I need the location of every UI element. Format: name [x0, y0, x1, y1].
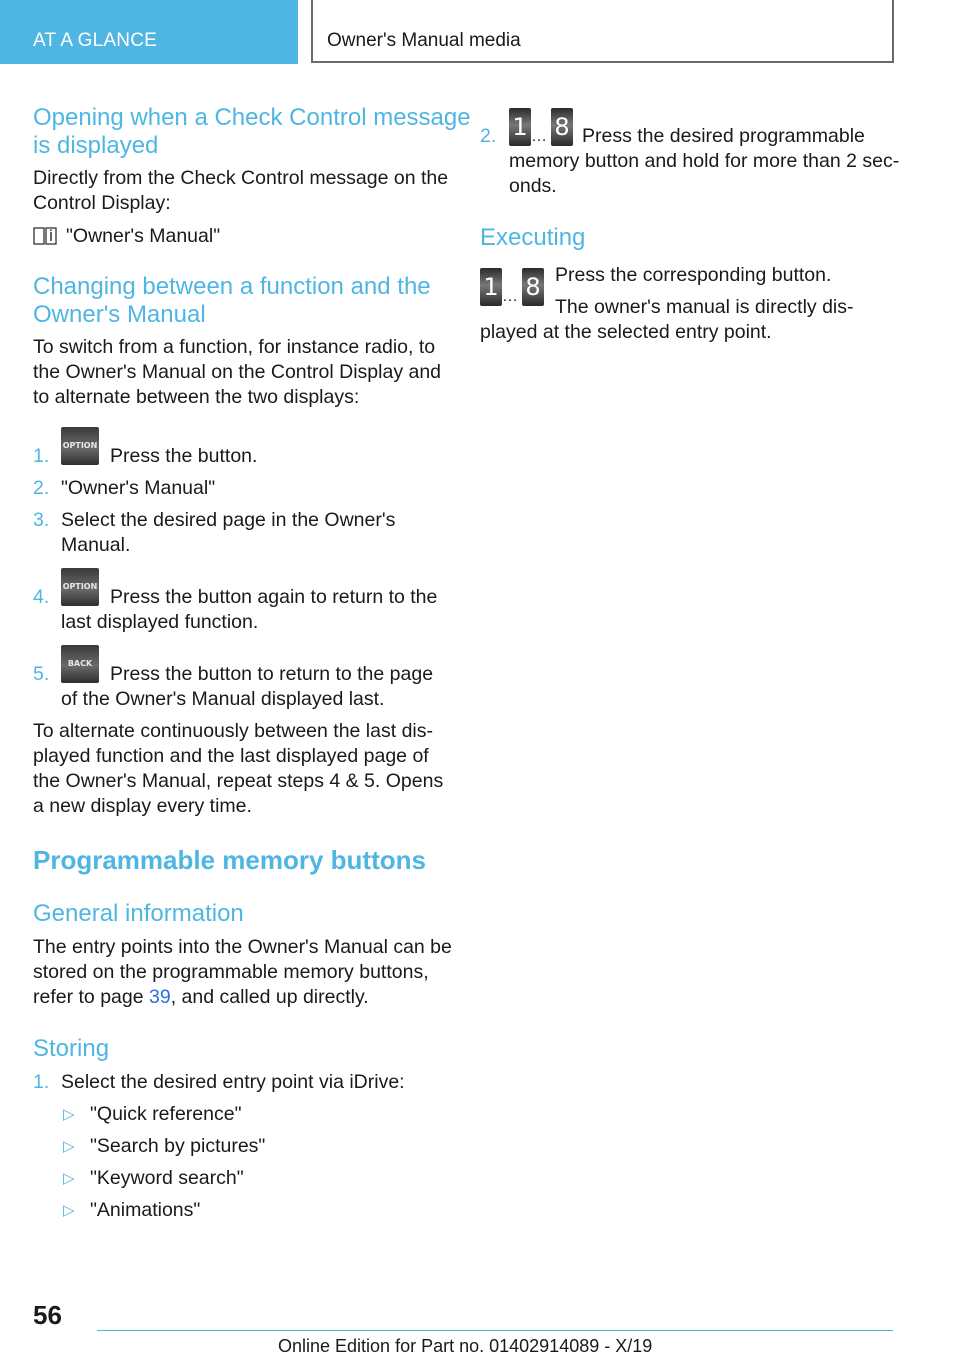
step-text: Press the button to return to the page — [110, 663, 434, 685]
step-text: last displayed function. — [61, 611, 259, 633]
text-line: To switch from a function, for instance radio, to — [33, 336, 436, 358]
bullet-triangle-icon: ▷ — [63, 1170, 75, 1187]
back-button-icon: BACK — [61, 645, 99, 683]
memory-button-1-icon: 1 — [480, 268, 502, 306]
step-text: Press the desired programmable — [582, 125, 865, 147]
step-number: 2. — [480, 125, 497, 147]
text-line: the Owner's Manual, repeat steps 4 & 5. Opens — [33, 770, 444, 792]
chapter-tab — [311, 0, 894, 63]
title-line: is displayed — [33, 132, 159, 159]
step-text: Press the button again to return to the — [110, 586, 438, 608]
text-line: , and called up directly. — [170, 986, 369, 1008]
title-line: Opening when a Check Control message — [33, 104, 471, 131]
option-button-icon: OPTION — [61, 427, 99, 465]
paragraph — [33, 935, 452, 1010]
step-text — [61, 508, 395, 558]
text-line: refer to page — [33, 986, 149, 1008]
paragraph — [33, 719, 443, 819]
list-item: "Quick reference" — [90, 1103, 242, 1125]
list-item: "Animations" — [90, 1199, 201, 1221]
paragraph — [33, 335, 441, 410]
text-line: To alternate continuously between the last dis‐ — [33, 720, 433, 742]
section-label: AT A GLANCE — [33, 30, 157, 51]
list-item: "Search by pictures" — [90, 1135, 266, 1157]
section-tab — [0, 0, 298, 64]
ellipsis: … — [531, 128, 547, 145]
menu-item-owners-manual: "Owner's Manual" — [66, 225, 221, 247]
step-number: 1. — [33, 1071, 50, 1093]
subsection-title-general: General information — [33, 900, 244, 927]
step-text: played at the selected entry point. — [480, 321, 772, 343]
text-line: onds. — [509, 175, 557, 197]
section-title-changing — [33, 273, 431, 329]
paragraph — [33, 166, 448, 216]
memory-button-8-icon: 8 — [551, 108, 573, 146]
text-line: Directly from the Check Control message on the — [33, 167, 449, 189]
title-line: Owner's Manual — [33, 301, 206, 328]
step-text: The owner's manual is directly dis‐ — [555, 296, 854, 318]
text-line: to alternate between the two displays: — [33, 386, 360, 408]
option-button-icon: OPTION — [61, 568, 99, 606]
text-line: stored on the programmable memory buttons, — [33, 961, 429, 983]
text-line: The entry points into the Owner's Manual can be — [33, 936, 452, 958]
text-line: Manual. — [61, 534, 131, 556]
text-line: a new display every time. — [33, 795, 252, 817]
step-number: 1. — [33, 445, 50, 467]
list-item: "Keyword search" — [90, 1167, 244, 1189]
text-line: the Owner's Manual on the Control Display and — [33, 361, 442, 383]
text-line: Select the desired page in the Owner's — [61, 509, 396, 531]
footer-divider — [97, 1330, 893, 1331]
memory-button-1-icon: 1 — [509, 108, 531, 146]
step-number: 4. — [33, 586, 50, 608]
page-number: 56 — [33, 1300, 62, 1330]
title-line: Changing between a function and the — [33, 273, 431, 300]
step-text: Press the button. — [110, 445, 258, 467]
step-text: "Owner's Manual" — [61, 477, 216, 499]
text-line: memory button and hold for more than 2 sec‐ — [509, 150, 900, 172]
step-text: Press the corresponding button. — [555, 264, 832, 286]
step-number: 2. — [33, 477, 50, 499]
step-text — [509, 149, 899, 199]
section-title-programmable: Programmable memory buttons — [33, 845, 426, 875]
step-text: Select the desired entry point via iDrive: — [61, 1071, 405, 1093]
memory-button-8-icon: 8 — [522, 268, 544, 306]
section-title-check-control — [33, 104, 471, 160]
bullet-triangle-icon: ▷ — [63, 1202, 75, 1219]
page-link[interactable]: 39 — [149, 986, 171, 1008]
footer-edition: Online Edition for Part no. 01402914089 - X/19 — [278, 1336, 653, 1356]
text-line: played function and the last displayed page of — [33, 745, 429, 767]
subsection-title-executing: Executing — [480, 224, 586, 251]
step-number: 5. — [33, 663, 50, 685]
text-line: Control Display: — [33, 192, 171, 214]
step-number: 3. — [33, 509, 50, 531]
ellipsis: … — [502, 288, 518, 305]
step-text: of the Owner's Manual displayed last. — [61, 688, 385, 710]
chapter-label: Owner's Manual media — [327, 30, 521, 51]
subsection-title-storing: Storing — [33, 1035, 110, 1062]
book-icon — [33, 227, 57, 245]
bullet-triangle-icon: ▷ — [63, 1138, 75, 1155]
bullet-triangle-icon: ▷ — [63, 1106, 75, 1123]
